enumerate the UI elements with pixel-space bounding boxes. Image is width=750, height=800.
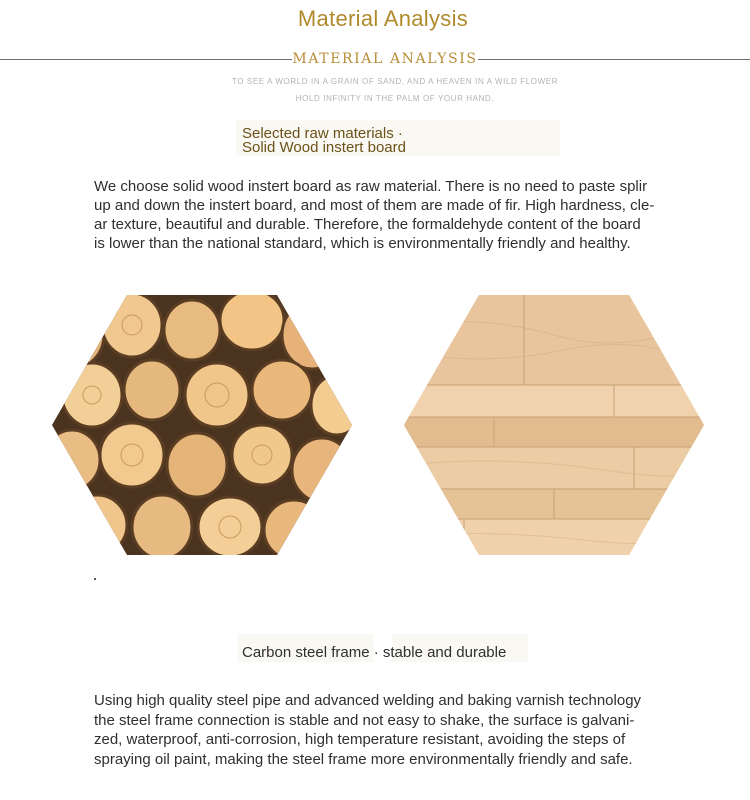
paragraph-line: ar texture, beautiful and durable. Therefore, the formaldehyde content of the board — [94, 216, 641, 233]
paragraph-line: up and down the instert board, and most of them are made of fir. High hardness, cle- — [94, 197, 655, 214]
wood-board-hexagon-image — [404, 295, 704, 555]
paragraph-line: spraying oil paint, making the steel frame more environmentally friendly and safe. — [94, 750, 633, 768]
divider-left — [0, 59, 292, 60]
raw-materials-paragraph — [94, 177, 654, 253]
paragraph-line: We choose solid wood instert board as raw material. There is no need to paste splir — [94, 178, 648, 195]
steel-frame-heading: Carbon steel frame · stable and durable — [242, 644, 507, 661]
tagline-line-1: TO SEE A WORLD IN A GRAIN OF SAND, AND A HEAVEN IN A WILD FLOWER — [231, 77, 559, 86]
heading-line-2: Solid Wood instert board — [242, 139, 406, 156]
steel-frame-paragraph — [94, 691, 641, 769]
heading-line-1: Selected raw materials · — [242, 125, 403, 142]
page-title: Material Analysis — [297, 6, 469, 31]
wood-logs-hexagon-image — [52, 295, 352, 555]
paragraph-line: the steel frame connection is stable and not easy to shake, the surface is galvani- — [94, 711, 635, 729]
paragraph-line: Using high quality steel pipe and advanced welding and baking varnish technology — [94, 692, 642, 709]
paragraph-line: zed, waterproof, anti-corrosion, high temperature resistant, avoiding the steps of — [94, 731, 626, 748]
stray-dot — [94, 578, 96, 580]
paragraph-line: is lower than the national standard, which is environmentally friendly and healthy. — [94, 235, 631, 252]
tagline-line-2: HOLD INFINITY IN THE PALM OF YOUR HAND. — [295, 94, 495, 103]
divider-right — [478, 59, 750, 60]
raw-materials-heading — [242, 127, 406, 155]
section-subtitle: MATERIAL ANALYSIS — [292, 51, 478, 67]
